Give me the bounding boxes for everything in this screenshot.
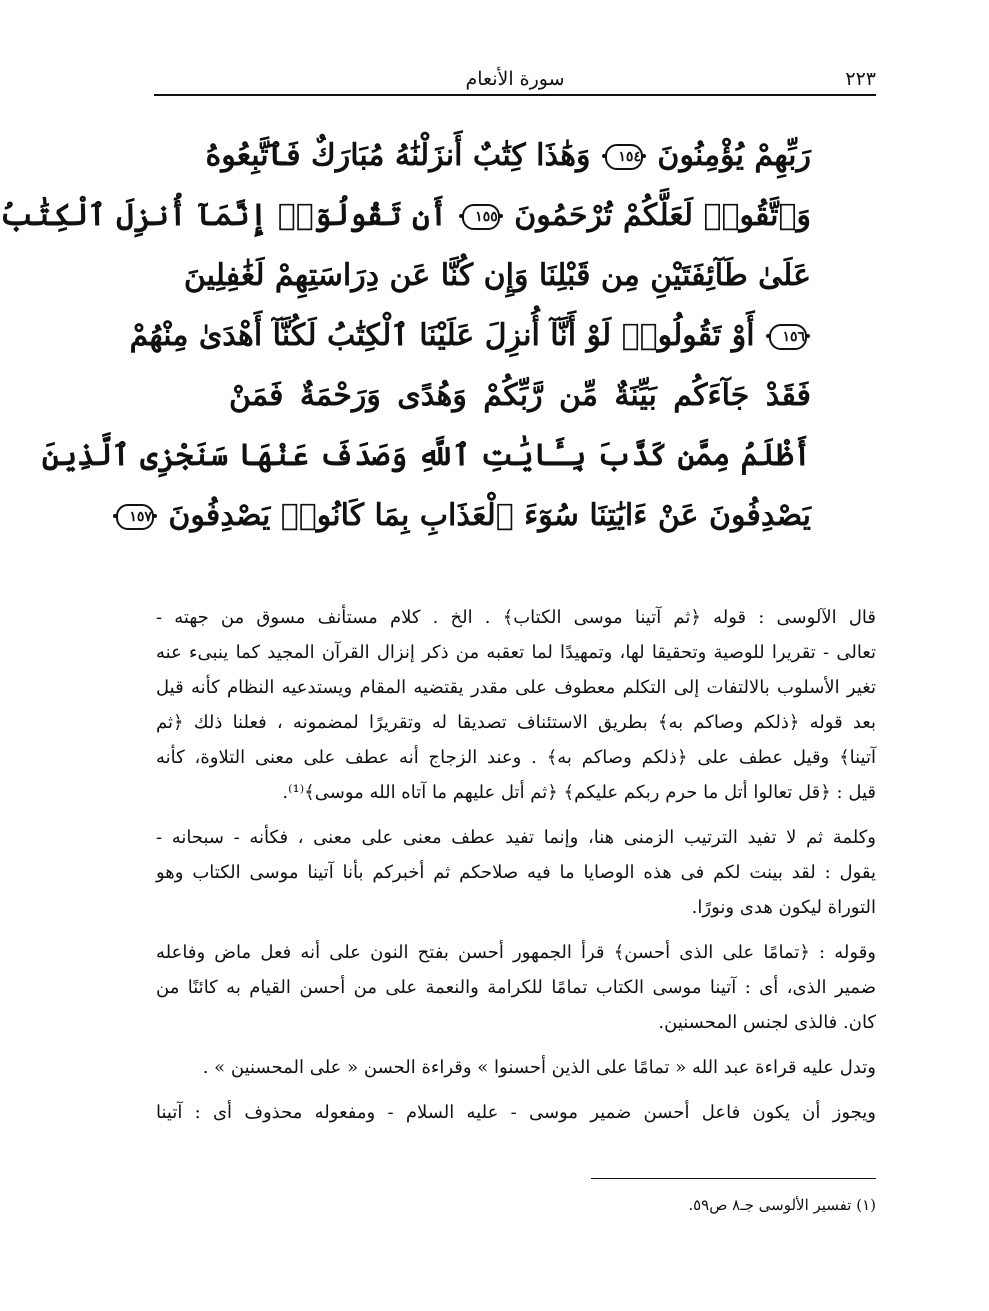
verse-text: وَٱتَّقُوا۟ لَعَلَّكُمْ تُرْحَمُونَ [514,198,811,233]
text-line: وتدل عليه قراءة عبد الله « تمامًا على الذين أحسنوا » وقراءة الحسن « على المحسنين » . [202,1057,876,1078]
paragraph [156,600,876,810]
verse-text: يَصْدِفُونَ عَنْ ءَايَٰتِنَا سُوٓءَ ٱلْعَذَابِ بِمَا كَانُوا۟ يَصْدِفُونَ [168,498,811,533]
ayah-number-mark: ١٥٦ [769,324,807,350]
surah-title: سورة الأنعام [465,68,565,90]
footnote: (١) تفسير الألوسى جـ٨ ص٥٩. [688,1196,876,1214]
text-line: ضمير الذى، أى : آتينا موسى الكتاب تمامًا للكرامة والنعمة على من أحسن القيام به كائنًا من [156,977,876,998]
verse-text: فَقَدْ جَآءَكُم بَيِّنَةٌ مِّن رَّبِّكُمْ وَهُدًى وَرَحْمَةٌ فَمَنْ [229,378,811,413]
verse-text: وَهَٰذَا كِتَٰبٌ أَنزَلْنَٰهُ مُبَارَكٌ فَٱتَّبِعُوهُ [205,138,591,173]
ayah-number-mark: ١٥٤ [605,144,643,170]
text-line: وقوله : ﴿تمامًا على الذى أحسن﴾ قرأ الجمهور أحسن بفتح النون على أنه فعل ماض وفاعله [156,942,876,963]
quran-verses [0,126,811,546]
text-line: التوراة ليكون هدى ونورًا. [691,897,876,918]
verse-text: رَبِّهِمْ يُؤْمِنُونَ [657,138,811,173]
verse-text: أَن تَقُولُوٓا۟ إِنَّمَآ أُنزِلَ ٱلْكِتَٰبُ [0,198,448,233]
text-line: كان. فالذى لجنس المحسنين. [658,1012,876,1033]
running-header [154,58,876,96]
verse-text: عَلَىٰ طَآئِفَتَيْنِ مِن قَبْلِنَا وَإِن كُنَّا عَن دِرَاسَتِهِمْ لَغَٰفِلِينَ [183,258,811,293]
verse-text: أَظْلَمُ مِمَّن كَذَّبَ بِـَٔايَٰتِ ٱللَّهِ وَصَدَفَ عَنْهَا سَنَجْزِى ٱلَّذِينَ [41,438,811,473]
verse-line [41,426,811,486]
verse-text: أَوْ تَقُولُوا۟ لَوْ أَنَّآ أُنزِلَ عَلَيْنَا ٱلْكِتَٰبُ لَكُنَّآ أَهْدَىٰ مِنْهُمْ [129,318,755,353]
paragraph [156,935,876,1040]
verse-line [0,186,811,246]
text-line: قال الآلوسى : قوله ﴿ثم آتينا موسى الكتاب﴾ . الخ . كلام مستأنف مسوق من جهته - [156,607,876,628]
text-line: تغير الأسلوب بالالتفات إلى التكلم معطوف على مقدر يقتضيه المقام ويستدعيه النظام كأنه قيل [156,677,876,698]
ayah-number-mark: ١٥٧ [116,504,154,530]
paragraph [156,820,876,925]
text-line: آتينا﴾ وقيل عطف على ﴿ذلكم وصاكم به﴾ . وعند الزجاج أنه عطف على معنى التلاوة، كأنه [156,747,876,768]
paragraph [156,1050,876,1085]
verse-line [183,246,811,306]
text-line: قيل : ﴿قل تعالوا أتل ما حرم ربكم عليكم﴾ ﴿ثم أتل عليهم ما آتاه الله موسى﴾⁽¹⁾. [282,782,876,803]
verse-line [205,126,811,186]
text-line: بعد قوله ﴿ذلكم وصاكم به﴾ بطريق الاستئناف تصديقا له وتقريرًا لمضمونه ، فعلنا ذلك ﴿ثم [156,712,876,733]
text-line: ويجوز أن يكون فاعل أحسن ضمير موسى - عليه السلام - ومفعوله محذوف أى : آتينا [156,1102,876,1123]
text-line: تعالى - تقريرا للوصية وتحقيقا لها، وتمهيدًا لما تعقبه من ذكر إنزال القرآن المجيد كما ينبىء عنه [156,642,876,663]
footnote-divider [591,1178,876,1179]
text-line: يقول : لقد بينت لكم فى هذه الوصايا ما فيه صلاحكم ثم أخبركم بأنا آتينا موسى الكتاب وهو [156,862,876,883]
verse-line [229,366,811,426]
ayah-number-mark: ١٥٥ [462,204,500,230]
tafsir-commentary [156,600,876,1140]
text-line: وكلمة ثم لا تفيد الترتيب الزمنى هنا، وإنما تفيد عطف معنى على معنى ، فكأنه - سبحانه - [156,827,876,848]
paragraph [156,1095,876,1130]
page-number: ٢٢٣ [845,68,876,90]
verse-line [129,486,811,546]
verse-line [129,306,811,366]
